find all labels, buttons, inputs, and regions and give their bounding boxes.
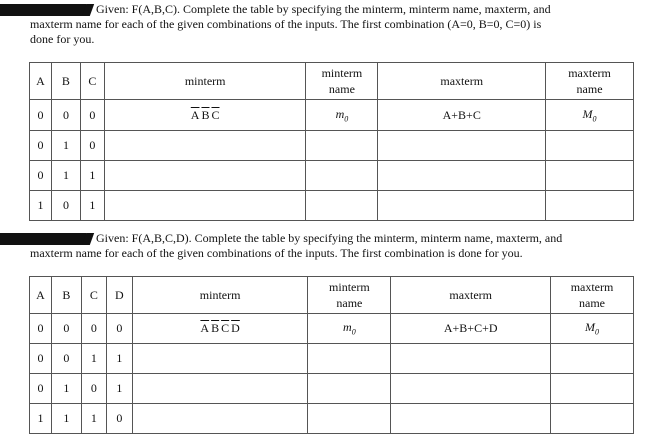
minterm-name-cell: $m_0$ [306, 100, 378, 131]
table-row: 1 1 1 0 [30, 404, 634, 434]
table-row: 0 1 0 [30, 131, 634, 161]
minterm-name-cell[interactable] [308, 344, 391, 374]
header-maxterm: maxterm [378, 63, 546, 100]
table-row: 0 0 1 1 [30, 344, 634, 374]
table-row: 0 0 0 $\overline{A}$ $\overline{B}$ $\overline{C}$ $m_0$ A+B+C $M_0$ [30, 100, 634, 131]
maxterm-cell[interactable] [378, 161, 546, 191]
maxterm-name-cell[interactable] [551, 344, 634, 374]
maxterm-cell[interactable] [391, 374, 551, 404]
minterm-name-cell[interactable] [306, 131, 378, 161]
problem2-line2: maxterm name for each of the given combinations of the inputs. The first combination is done for you. [30, 246, 523, 260]
header-minterm: minterm [104, 63, 306, 100]
header-d: D [106, 277, 132, 314]
maxterm-cell[interactable] [391, 344, 551, 374]
table-row: 0 1 1 [30, 161, 634, 191]
problem1-line2: maxterm name for each of the given combinations of the inputs. The first combination (A=0, B=0, C=0) is [30, 17, 542, 31]
header-maxterm: maxterm [391, 277, 551, 314]
minterm-cell[interactable] [132, 404, 308, 434]
minterm-name-cell[interactable] [308, 374, 391, 404]
redacted-mark [0, 233, 86, 245]
minterm-name-cell[interactable] [306, 161, 378, 191]
header-minterm-name: minterm name [308, 277, 391, 314]
maxterm-cell[interactable] [378, 131, 546, 161]
minterm-name-cell[interactable] [306, 191, 378, 221]
header-a: A [30, 277, 52, 314]
header-b: B [51, 277, 81, 314]
maxterm-cell[interactable] [391, 404, 551, 434]
minterm-cell[interactable] [104, 161, 306, 191]
maxterm-name-cell[interactable] [546, 131, 634, 161]
table-row: 0 1 0 1 [30, 374, 634, 404]
maxterm-name-cell: $M_0$ [551, 314, 634, 344]
maxterm-cell: A+B+C [378, 100, 546, 131]
minterm-cell[interactable] [104, 131, 306, 161]
header-minterm: minterm [132, 277, 308, 314]
maxterm-name-cell[interactable] [551, 404, 634, 434]
header-minterm-name: minterm name [306, 63, 378, 100]
maxterm-name-cell[interactable] [546, 161, 634, 191]
minterm-cell[interactable] [104, 191, 306, 221]
header-c: C [81, 277, 106, 314]
header-c: C [80, 63, 104, 100]
maxterm-name-cell[interactable] [551, 374, 634, 404]
redacted-mark [0, 4, 86, 16]
minterm-cell: $\overline{A}$ $\overline{B}$ $\overline{C}$ $\overline{D}$ [132, 314, 308, 344]
minterm-cell: $\overline{A}$ $\overline{B}$ $\overline{C}$ [104, 100, 306, 131]
truth-table-4var [29, 276, 634, 434]
header-maxterm-name: maxterm name [551, 277, 634, 314]
header-b: B [51, 63, 80, 100]
table-row: 1 0 1 [30, 191, 634, 221]
problem1-line1: Given: F(A,B,C). Complete the table by specifying the minterm, minterm name, maxterm, and [96, 2, 551, 16]
minterm-name-cell: $m_0$ [308, 314, 391, 344]
header-maxterm-name: maxterm name [546, 63, 634, 100]
maxterm-cell[interactable] [378, 191, 546, 221]
maxterm-name-cell: $M_0$ [546, 100, 634, 131]
truth-table-3var [29, 62, 634, 221]
maxterm-cell: A+B+C+D [391, 314, 551, 344]
maxterm-name-cell[interactable] [546, 191, 634, 221]
minterm-name-cell[interactable] [308, 404, 391, 434]
problem1-line3: done for you. [30, 32, 95, 46]
problem2-line1: Given: F(A,B,C,D). Complete the table by specifying the minterm, minterm name, maxterm, and [96, 231, 563, 245]
problem2-prompt [30, 231, 660, 261]
minterm-cell[interactable] [132, 344, 308, 374]
header-a: A [30, 63, 52, 100]
minterm-cell[interactable] [132, 374, 308, 404]
table-row: 0 0 0 0 $\overline{A}$ $\overline{B}$ $\overline{C}$ $\overline{D}$ $m_0$ A+B+C+D $M_0$ [30, 314, 634, 344]
problem1-prompt [30, 2, 660, 47]
